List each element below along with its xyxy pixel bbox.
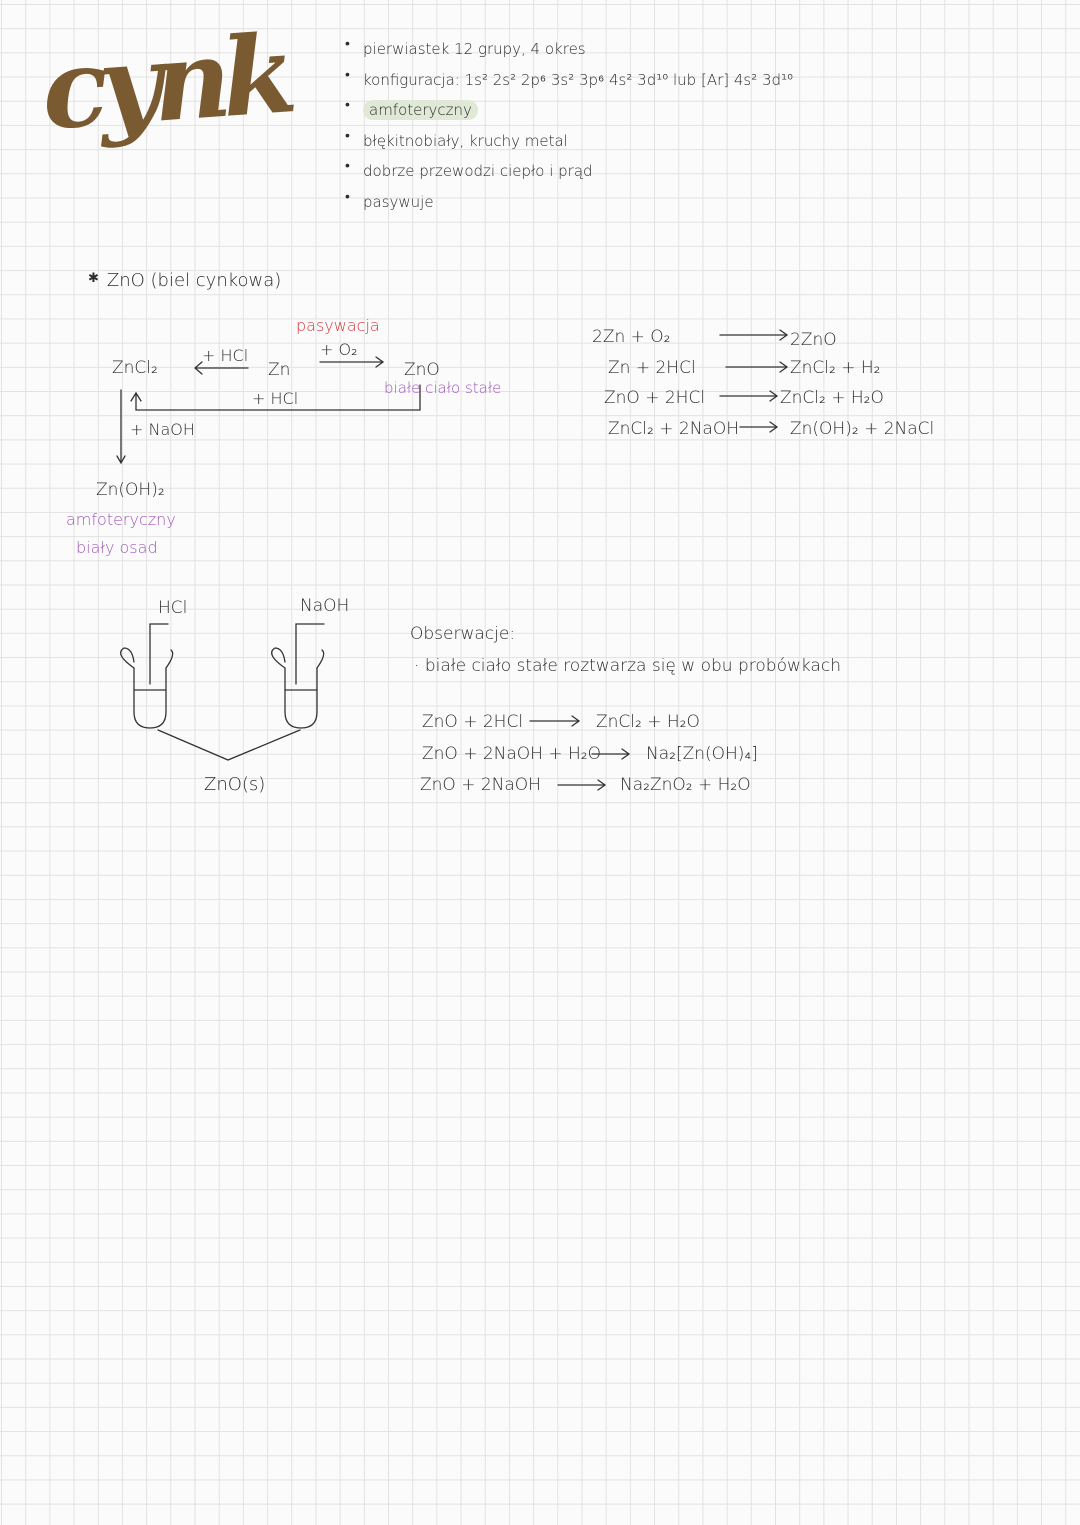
property-item: • amfoteryczny bbox=[345, 95, 793, 126]
property-item: • konfiguracja: 1s² 2s² 2p⁶ 3s² 3p⁶ 4s² 3d¹⁰ lub [Ar] 4s² 3d¹⁰ bbox=[345, 66, 794, 89]
equation-right: ZnCl₂ + H₂O bbox=[596, 712, 700, 732]
v-lines bbox=[158, 730, 300, 760]
bullet: ✱ bbox=[88, 271, 99, 286]
equation-right: 2ZnO bbox=[790, 330, 837, 350]
property-text-highlighted: amfoteryczny bbox=[363, 100, 478, 120]
equation-right: ZnCl₂ + H₂O bbox=[780, 388, 884, 408]
tube-lip-right bbox=[166, 650, 173, 668]
tube-lip-left bbox=[121, 648, 134, 668]
dropper-right bbox=[296, 624, 324, 684]
dropper-left bbox=[150, 624, 168, 684]
equation-left: ZnO + 2HCl bbox=[422, 712, 524, 732]
equation-left: ZnCl₂ + 2NaOH bbox=[608, 419, 739, 439]
tube-lip-right bbox=[317, 650, 324, 668]
zno-label: ZnO bbox=[404, 360, 440, 380]
hcl-left-label: + HCl bbox=[202, 346, 249, 365]
equation-right: Na₂ZnO₂ + H₂O bbox=[620, 775, 751, 795]
property-text: konfiguracja: 1s² 2s² 2p⁶ 3s² 3p⁶ 4s² 3d¹⁰ lub [Ar] 4s² 3d¹⁰ bbox=[363, 70, 794, 89]
hcl-reagent-label: HCl bbox=[158, 598, 188, 618]
znoh2-label: Zn(OH)₂ bbox=[96, 480, 165, 500]
zncl2-label: ZnCl₂ bbox=[112, 358, 158, 378]
tube-lip-left bbox=[272, 648, 285, 668]
property-text: błękitnobiały, kruchy metal bbox=[363, 131, 568, 150]
equation-left: Zn + 2HCl bbox=[608, 358, 696, 378]
test-tube-right bbox=[285, 668, 317, 728]
bialy-osad-label: biały osad bbox=[76, 538, 158, 557]
equation-right: Zn(OH)₂ + 2NaCl bbox=[790, 419, 935, 439]
amfoteryczny-label: amfoteryczny bbox=[66, 510, 176, 529]
observations-label: Obserwacje: bbox=[410, 624, 516, 644]
naoh-label: + NaOH bbox=[130, 420, 195, 439]
zno-solid-label: ZnO(s) bbox=[204, 774, 266, 795]
observations-text: · białe ciało stałe roztwarza się w obu probówkach bbox=[414, 656, 841, 676]
observations-text-content: białe ciało stałe roztwarza się w obu probówkach bbox=[424, 656, 841, 676]
equation-left: ZnO + 2NaOH bbox=[420, 775, 541, 795]
property-text: pasywuje bbox=[363, 192, 434, 211]
o2-label: + O₂ bbox=[320, 340, 358, 359]
equation-right: Na₂[Zn(OH)₄] bbox=[646, 744, 758, 764]
property-item: • pierwiastek 12 grupy, 4 okres bbox=[345, 36, 586, 58]
property-item: • dobrze przewodzi ciepło i prąd bbox=[345, 158, 593, 180]
property-item: • błękitnobiały, kruchy metal bbox=[345, 127, 568, 150]
zno-heading-text: ZnO (biel cynkowa) bbox=[106, 270, 282, 291]
zn-label: Zn bbox=[268, 360, 291, 380]
hcl-bottom-label: + HCl bbox=[252, 389, 299, 408]
property-item: • pasywuje bbox=[345, 188, 434, 211]
equation-left: ZnO + 2NaOH + H₂O bbox=[422, 744, 601, 764]
equation-right: ZnCl₂ + H₂ bbox=[790, 358, 881, 378]
naoh-reagent-label: NaOH bbox=[300, 596, 350, 616]
equation-left: 2Zn + O₂ bbox=[592, 327, 671, 347]
page-title: cynk bbox=[37, 11, 292, 155]
property-text: pierwiastek 12 grupy, 4 okres bbox=[363, 40, 586, 58]
zno-desc-label: białe ciało stałe bbox=[384, 379, 502, 397]
property-text: dobrze przewodzi ciepło i prąd bbox=[363, 162, 593, 180]
pasywacja-label: pasywacja bbox=[296, 316, 380, 335]
equation-left: ZnO + 2HCl bbox=[604, 388, 706, 408]
